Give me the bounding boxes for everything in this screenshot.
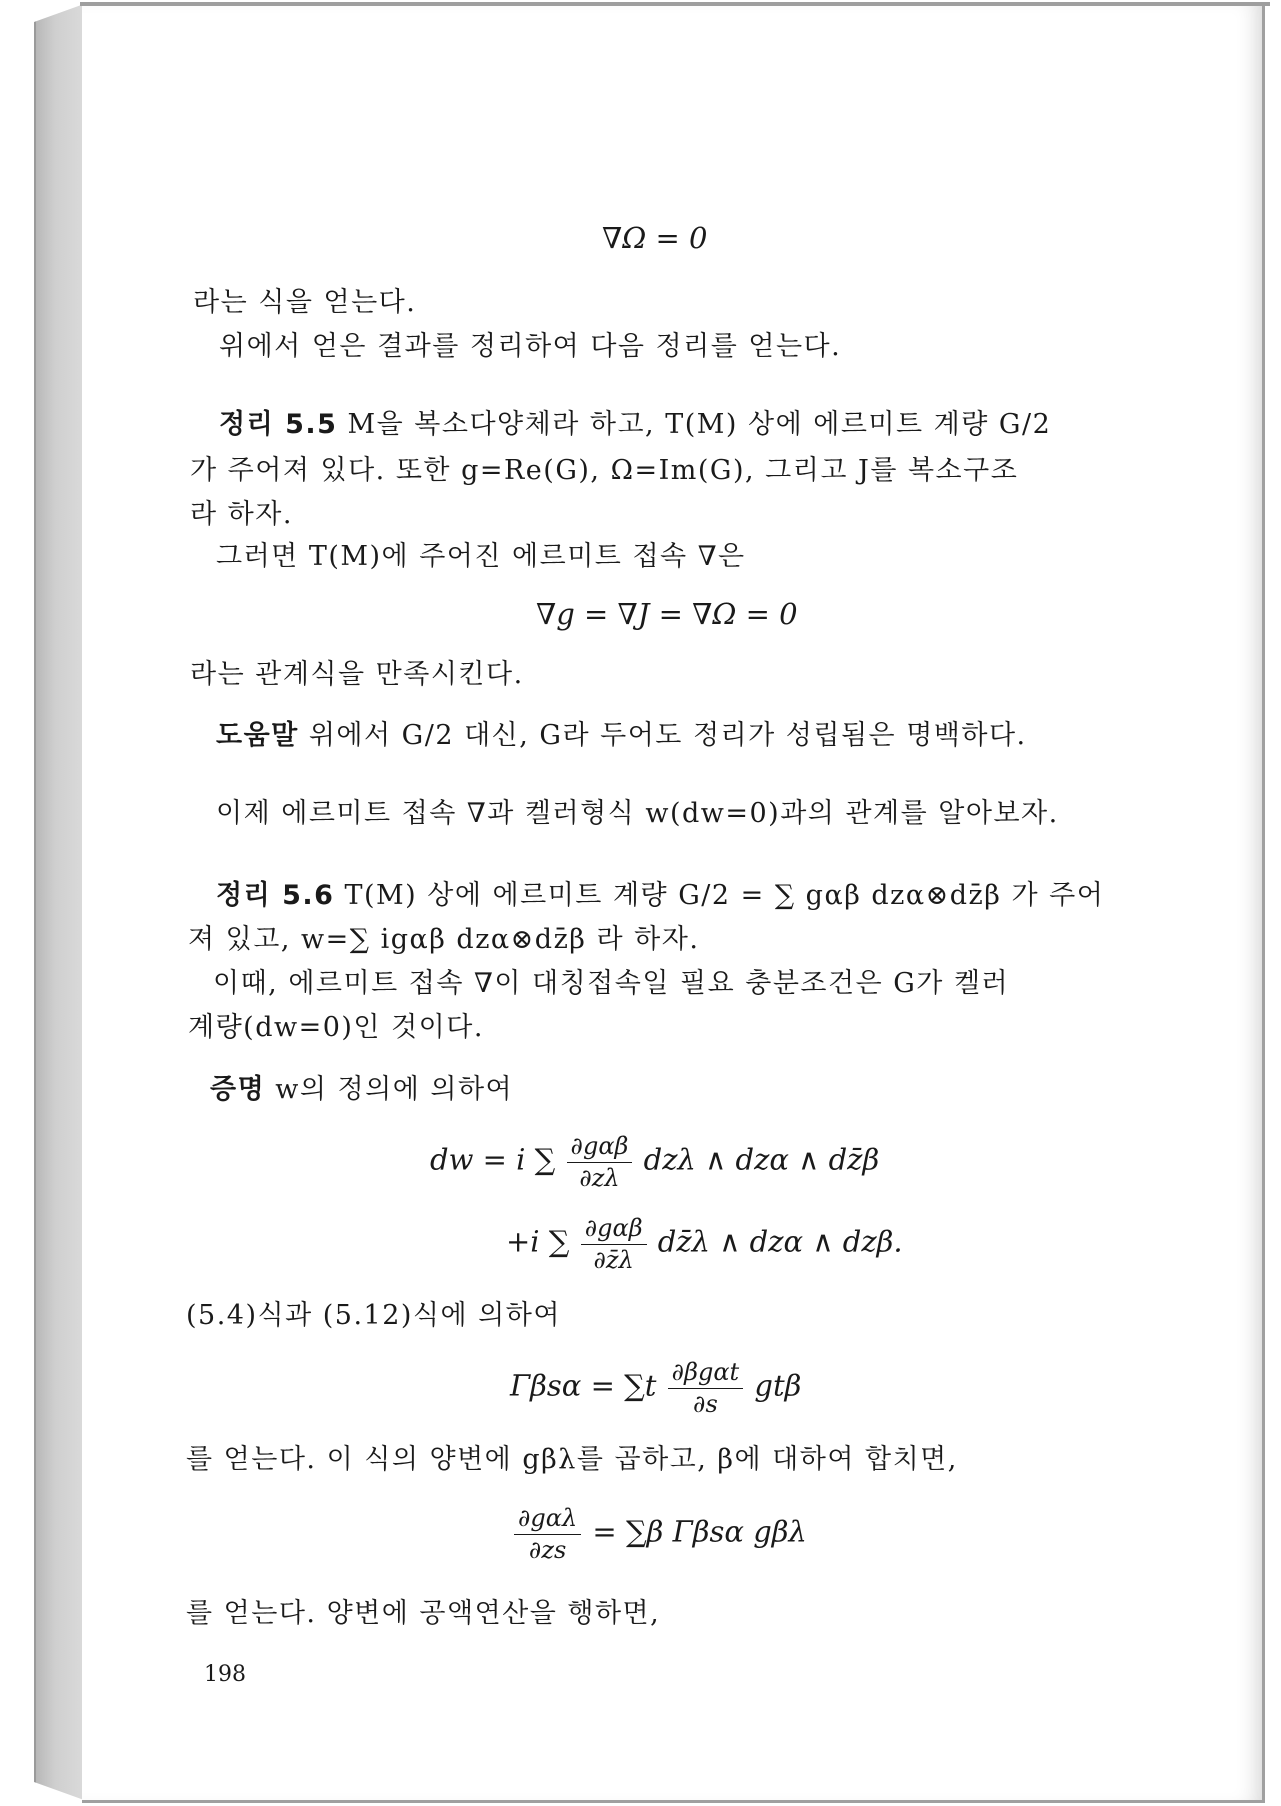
theorem-label: 정리 5.6 [216,880,335,911]
equation-dg: $\frac{\text{∂gαλ}}{\partial zs}$ = ∑β Γβsα gβλ [512,1502,807,1565]
theorem-5-6-line-3: 이때, 에르미트 접속 ∇이 대칭접속일 필요 충분조건은 G가 켈러 [213,968,1010,999]
theorem-5-6-line-4: 계량(dw=0)인 것이다. [188,1012,484,1043]
theorem-5-5-line-3: 라 하자. [190,499,293,530]
theorem-5-5-line-4: 그러면 T(M)에 주어진 에르미트 접속 ∇은 [216,541,746,572]
page [82,6,1265,1803]
text-line: 라는 관계식을 만족시킨다. [190,659,524,690]
equation-nabla-omega: ∇Ω = 0 [602,221,708,255]
page-number: 198 [204,1662,246,1687]
proof-line [210,1072,513,1108]
text-line: (5.4)식과 (5.12)식에 의하여 [186,1300,561,1331]
remark-line [216,718,1027,754]
fraction: $\frac{\text{∂βgαt}}{\partial s}$ [668,1356,744,1419]
proof-label: 증명 [210,1074,266,1105]
text-line: 라는 식을 얻는다. [193,287,417,318]
text-line: 이제 에르미트 접속 ∇과 켈러형식 w(dw=0)과의 관계를 알아보자. [216,798,1059,829]
theorem-text: M을 복소다양체라 하고, T(M) 상에 에르미트 계량 G/2 [337,409,1052,440]
theorem-5-5-line-2: 가 주어져 있다. 또한 g=Re(G), Ω=Im(G), 그리고 J를 복소구조 [190,455,1019,486]
equation-nabla-g-j-omega: ∇g = ∇J = ∇Ω = 0 [536,597,798,631]
fraction: $\frac{\text{∂gαλ}}{\partial zs}$ [514,1502,581,1565]
theorem-label: 정리 5.5 [219,409,338,440]
remark-label: 도움말 [216,720,299,751]
proof-text: w의 정의에 의하여 [265,1074,514,1105]
page-content [82,6,1262,1800]
theorem-5-6-line-1 [216,878,1104,914]
theorem-text: T(M) 상에 에르미트 계량 G/2 = ∑ gαβ dzα⊗dz̄β 가 주어 [334,880,1105,911]
equation-dw-first: dw = i ∑ $\frac{\text{∂gαβ}}{\partial z\lambda}$ dzλ ∧ dzα ∧ dz̄β [430,1132,880,1192]
theorem-5-5-line-1 [219,407,1051,443]
text-line: 위에서 얻은 결과를 정리하여 다음 정리를 얻는다. [219,331,842,362]
book-spine [34,4,84,1800]
theorem-5-6-line-2: 져 있고, w=∑ igαβ dzα⊗dz̄β 라 하자. [188,924,700,955]
text-line: 를 얻는다. 양변에 공액연산을 행하면, [186,1598,661,1629]
text-line: 를 얻는다. 이 식의 양변에 gβλ를 곱하고, β에 대하여 합치면, [186,1444,958,1475]
fraction: $\frac{\text{∂gαβ}}{\partial z\lambda}$ [567,1130,633,1193]
remark-text: 위에서 G/2 대신, G라 두어도 정리가 성립됨은 명백하다. [298,720,1027,751]
equation-dw-second: +i ∑ $\frac{\text{∂gαβ}}{\partial z̄\lambda}$ dz̄λ ∧ dzα ∧ dzβ. [506,1214,903,1274]
fraction: $\frac{\text{∂gαβ}}{\partial z̄\lambda}$ [581,1212,647,1275]
equation-gamma: Γβsα = ∑t $\frac{\text{∂βgαt}}{\partial s}$ gtβ [510,1358,802,1418]
